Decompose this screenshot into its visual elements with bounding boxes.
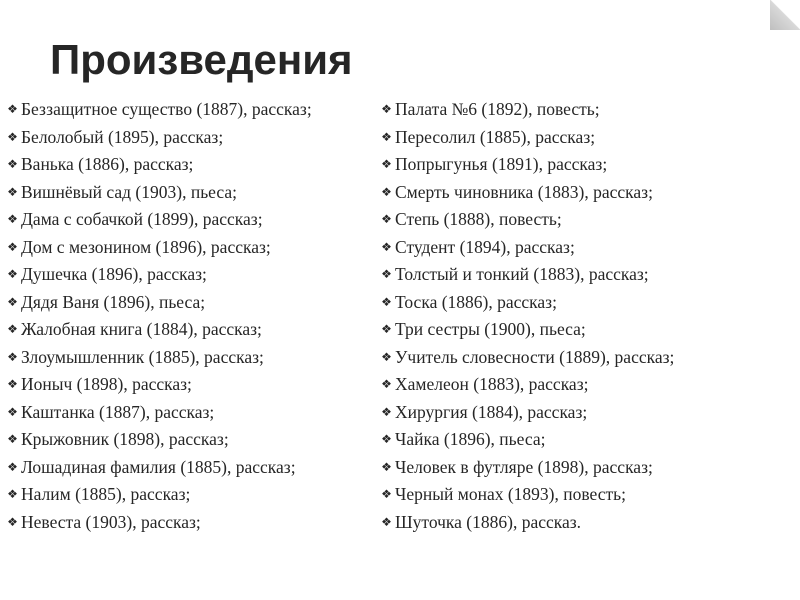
diamond-bullet-icon: ❖ xyxy=(381,377,392,391)
diamond-bullet-icon: ❖ xyxy=(381,239,392,254)
list-item-text: Белолобый (1895), рассказ; xyxy=(21,126,224,147)
diamond-bullet-icon: ❖ xyxy=(381,487,392,501)
list-item xyxy=(380,399,795,427)
list-item-text: Чайка (1896), пьеса; xyxy=(395,429,546,449)
list-item xyxy=(380,151,795,179)
list-item xyxy=(380,124,795,152)
diamond-bullet-icon: ❖ xyxy=(7,102,18,116)
list-item xyxy=(6,316,376,344)
list-item-text: Смерть чиновника (1883), рассказ; xyxy=(395,181,653,202)
list-item xyxy=(6,261,376,289)
list-item-text: Дама с собачкой (1899), рассказ; xyxy=(21,209,263,229)
list-item xyxy=(380,481,795,509)
list-item xyxy=(6,124,376,152)
list-item xyxy=(6,509,376,537)
list-item-text: Злоумышленник (1885), рассказ; xyxy=(21,346,264,367)
diamond-bullet-icon: ❖ xyxy=(381,349,392,364)
list-item xyxy=(380,289,795,317)
list-item xyxy=(6,96,376,124)
list-item xyxy=(380,206,795,234)
list-item-text: Учитель словесности (1889), рассказ; xyxy=(395,346,675,367)
list-item xyxy=(380,316,795,344)
works-list-right xyxy=(380,96,795,536)
list-item xyxy=(380,179,795,207)
list-item-text: Каштанка (1887), рассказ; xyxy=(21,401,215,422)
list-item-text: Толстый и тонкий (1883), рассказ; xyxy=(395,264,649,284)
list-item-text: Беззащитное существо (1887), рассказ; xyxy=(21,99,312,119)
list-item-text: Дядя Ваня (1896), пьеса; xyxy=(21,291,206,312)
list-item xyxy=(6,371,376,399)
list-item-text: Попрыгунья (1891), рассказ; xyxy=(395,154,608,174)
diamond-bullet-icon: ❖ xyxy=(381,514,392,529)
list-item xyxy=(380,344,795,372)
list-item xyxy=(380,454,795,482)
list-item-text: Крыжовник (1898), рассказ; xyxy=(21,429,229,449)
diamond-bullet-icon: ❖ xyxy=(381,294,392,309)
list-item-text: Ванька (1886), рассказ; xyxy=(21,154,194,174)
diamond-bullet-icon: ❖ xyxy=(7,212,18,226)
list-item-text: Три сестры (1900), пьеса; xyxy=(395,319,586,339)
list-item-text: Хирургия (1884), рассказ; xyxy=(395,401,588,422)
list-item xyxy=(6,179,376,207)
list-item-text: Дом с мезонином (1896), рассказ; xyxy=(21,236,271,257)
diamond-bullet-icon: ❖ xyxy=(381,459,392,474)
list-item-text: Человек в футляре (1898), рассказ; xyxy=(395,456,653,477)
works-list-left xyxy=(6,96,376,536)
list-item-text: Студент (1894), рассказ; xyxy=(395,236,575,257)
list-item xyxy=(380,261,795,289)
list-item xyxy=(380,234,795,262)
list-item xyxy=(6,151,376,179)
list-item-text: Вишнёвый сад (1903), пьеса; xyxy=(21,181,237,202)
diamond-bullet-icon: ❖ xyxy=(7,487,18,501)
list-item-text: Пересолил (1885), рассказ; xyxy=(395,126,596,147)
list-item xyxy=(380,426,795,454)
diamond-bullet-icon: ❖ xyxy=(7,432,18,446)
diamond-bullet-icon: ❖ xyxy=(381,157,392,171)
list-item xyxy=(380,371,795,399)
list-item xyxy=(6,234,376,262)
diamond-bullet-icon: ❖ xyxy=(7,377,18,391)
list-item xyxy=(6,481,376,509)
list-item-text: Палата №6 (1892), повесть; xyxy=(395,99,600,119)
list-item-text: Невеста (1903), рассказ; xyxy=(21,511,201,532)
diamond-bullet-icon: ❖ xyxy=(381,102,392,116)
diamond-bullet-icon: ❖ xyxy=(7,157,18,171)
diamond-bullet-icon: ❖ xyxy=(7,267,18,281)
diamond-bullet-icon: ❖ xyxy=(381,184,392,199)
list-item-text: Душечка (1896), рассказ; xyxy=(21,264,207,284)
list-item xyxy=(6,344,376,372)
list-item xyxy=(6,399,376,427)
list-item-text: Степь (1888), повесть; xyxy=(395,209,562,229)
diamond-bullet-icon: ❖ xyxy=(7,349,18,364)
list-item xyxy=(380,509,795,537)
list-item-text: Хамелеон (1883), рассказ; xyxy=(395,374,589,394)
diamond-bullet-icon: ❖ xyxy=(7,322,18,336)
page-corner-fold xyxy=(770,0,800,30)
diamond-bullet-icon: ❖ xyxy=(381,129,392,144)
list-item xyxy=(6,289,376,317)
diamond-bullet-icon: ❖ xyxy=(381,404,392,419)
diamond-bullet-icon: ❖ xyxy=(381,212,392,226)
list-item-text: Тоска (1886), рассказ; xyxy=(395,291,557,312)
list-item-text: Лошадиная фамилия (1885), рассказ; xyxy=(21,456,296,477)
diamond-bullet-icon: ❖ xyxy=(381,322,392,336)
list-item xyxy=(6,426,376,454)
diamond-bullet-icon: ❖ xyxy=(7,184,18,199)
diamond-bullet-icon: ❖ xyxy=(7,514,18,529)
diamond-bullet-icon: ❖ xyxy=(381,267,392,281)
diamond-bullet-icon: ❖ xyxy=(381,432,392,446)
list-item xyxy=(6,454,376,482)
page-title: Произведения xyxy=(50,36,353,83)
list-item xyxy=(6,206,376,234)
list-item-text: Черный монах (1893), повесть; xyxy=(395,484,626,504)
diamond-bullet-icon: ❖ xyxy=(7,129,18,144)
diamond-bullet-icon: ❖ xyxy=(7,459,18,474)
list-item-text: Налим (1885), рассказ; xyxy=(21,484,191,504)
list-item xyxy=(380,96,795,124)
diamond-bullet-icon: ❖ xyxy=(7,239,18,254)
diamond-bullet-icon: ❖ xyxy=(7,294,18,309)
list-item-text: Шуточка (1886), рассказ. xyxy=(395,511,582,532)
diamond-bullet-icon: ❖ xyxy=(7,404,18,419)
list-item-text: Ионыч (1898), рассказ; xyxy=(21,374,192,394)
list-item-text: Жалобная книга (1884), рассказ; xyxy=(21,319,262,339)
